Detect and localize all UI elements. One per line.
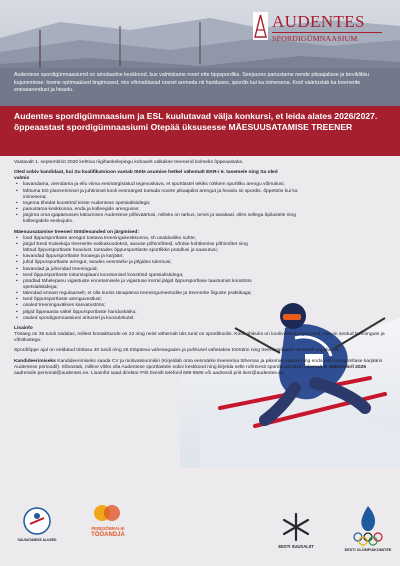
eesti-olumpiakomitee-label: EESTI OLÜMPIAKOMITEE xyxy=(344,548,392,552)
qualifications-list xyxy=(14,182,298,225)
peresobralik-label: PERESÕBRALIK xyxy=(91,526,125,531)
partner-logos xyxy=(0,498,400,566)
lead-text: Vastavalt 1. septembrist 2020 kehtiva riigihankelepingu kohaselt valitakse treenerid kolmeks õppeaastaks. xyxy=(14,160,244,165)
list-item: • kavandad ja juhendad treeninguid; xyxy=(23,267,261,273)
intro-text: Audentese spordigümnaasiumil on ainulaadne keskkond, kus valmistame noori ette tippspordiks. Seejuures panustame nende pikaajalisse ja terviklikku kujunemisse: loome optimaalsed tingimused, mis võimaldavad noorel areneda nii hariduses, spordis kui ka inimesena. Kool väärtustab ka treenerite enesearendust ja heaolu. xyxy=(14,72,370,94)
family-friendly-icon xyxy=(90,502,126,524)
title-banner xyxy=(0,106,400,156)
suusatamise-aluste-label: SUUSATAMISE ALUSED xyxy=(17,538,57,542)
audentes-logo xyxy=(253,11,393,47)
ski-badge-icon xyxy=(22,506,52,536)
list-item: • panustama keskkonna, enda ja kolleegide arengusse; xyxy=(23,207,298,213)
brand-subtitle: SPORDIGÜMNAASIUM xyxy=(272,34,358,43)
suusatamise-aluste-logo xyxy=(17,506,57,548)
brand-divider xyxy=(272,32,382,33)
list-item: • tegema tihedat koostööd teiste Audentese spetsialistidega; xyxy=(23,201,298,207)
eesti-suusaliit-logo xyxy=(275,512,317,556)
list-item: • osaled spordigümnaasiumi üritustel ja koosolekutel. xyxy=(23,316,261,322)
eesti-olumpiakomitee-logo xyxy=(345,504,391,560)
list-item: • kavandad õppursportlaste hooaega ja karjääri; xyxy=(23,254,261,260)
qualifications-heading: Oled sobiv kandidaat, kui Su kvalifikatsioon vastab tööle asumise hetkel vähemalt EKR-i 6. tasemele ning Sa oled valmis xyxy=(14,170,278,182)
duties-list xyxy=(14,236,261,322)
snowflake-icon xyxy=(281,512,311,542)
application-body: Kandideerimiseks saada CV ja motivatsioonikiri (Kirjeldab oma eesmärke treenerina tühemas ja pikemas vaates ning enda rolli noorsportlase karjääris Audentese perioodil). Sõnastab, milline võiks olla Audentese sportlastele sobiv keskkond ning kirjelda selle rolli Eesti spordimaastikul) hiljemalt xyxy=(14,358,383,370)
list-item: • teed õppursportlaste arenguvestlusi; xyxy=(23,297,261,303)
application-deadline: 5. detsembril 2025 xyxy=(323,364,367,370)
extra-info-heading: Lisainfo xyxy=(14,325,33,331)
list-item: • lähtuma töö planeerimisel ja juhtimisel kooli eesmärgist toetada noorte pikaajalist arengut ja heaolu nii spordis, õppetöös kui ka inimesena; xyxy=(23,189,298,201)
list-item: • lood õppursportlaste arengut toetava treeningukeskkonna, sh usaldusliku suhte; xyxy=(23,236,261,242)
list-item: • kavandama, arendama ja ellu viima eesmärgistatud tegevuskava, et sportlastel tekiks rohkem sportliku arengu võimalusi; xyxy=(23,182,298,188)
list-item: • täiendad ennast regulaarselt, et olla kursis tänapäeva treeningumeetodite ja treenerite õiguste praktikaga; xyxy=(23,291,261,297)
list-item: • püüdlad tähelepanu vigastuste ennetamisele ja vigastuse korral jälgid õppursportlase taastumist koostöös spetsialistidega; xyxy=(23,279,261,291)
tooandja-label: TÖÖANDJA xyxy=(91,532,125,538)
list-item: • osaled treeninguvälises kasvatustöös; xyxy=(23,303,261,309)
application-text: Kandideerimiseks Kandideerimiseks saada CV ja motivatsioonikiri (Kirjeldab oma eesmärke treenerina tühemas ja pikemas vaates ning enda rolli noorsportlase karjääris Audentese perioodil). Sõnastab, milline võiks olla Audentese sportlastele sobiv keskkond ning kirjelda selle rolli Eesti spordimaastikul) hiljemalt 5. detsembril 2025 aadressile personal@audentes.ee. Lisainfot saad direktor Priit Ilvesilt telefonil 699 6586 või aadressil priit.ilver@audentes.ee. xyxy=(14,358,383,376)
eesti-suusaliit-label: EESTI SUUSALIIT xyxy=(278,544,314,549)
brand-name: AUDENTES xyxy=(272,12,365,31)
list-item: • järgid Eesti Kutsekoja treenerite eetikakoodeksit, aususe põhimõtteid, võrdse kohtlemise põhimõtet ning lähtud õppursportlaste heaolust, toetades õppursportlaste sportlikke püüdlusi ja saavutusi; xyxy=(23,242,261,254)
extra-info-text-1: Tööaeg on 35 tundi nädalas, millest kontakttunde on 22 ning neist vähemalt üks tund on spordikoolis. Kooli ühikuks on koolivälised tegevused, mis on seotud treeningute ja võistlustega. xyxy=(14,332,385,344)
list-item: • järgima oma igapäevases käitumises Audentese põhiväärtusi, milleks on tarkus, tervis ja tasakaal, olles sellega õpilastele ning kolleegidele eeskujuks. xyxy=(23,213,298,225)
application-contact: aadressile personal@audentes.ee. Lisainfot saad direktor Priit Ilvesilt telefonil 699 6586 või aadressil priit.ilver@audentes.ee. xyxy=(14,370,285,376)
list-item: • juhid õppursportlaste arengut, seades eesmärke ja jälgides tulemusi; xyxy=(23,260,261,266)
extra-info-text-2: Spordiõppe ajal on eeldatud töötasu 40 tundi ning 25 tööpäeva vaheaegades ja puhkusel vahetakse töörütmi ning treeningplaane vastavalt vajadusele. xyxy=(14,348,341,354)
peresobralik-tooandja-logo xyxy=(90,502,126,552)
list-item: • teed õppursportlaste toitumisplaani koostamisel koostööd spetsialistidega; xyxy=(23,273,261,279)
duties-heading: Mäesuusatamise treeneri tööülesanded on järgmised: xyxy=(14,229,140,235)
posting-title: Audentes spordigümnaasium ja ESL kuulutavad välja konkursi, et leida alates 2026/2027. õppeaastast spordigümnaasiumi Otepää üksusesse MÄESUUSATAMISE TREENER xyxy=(14,111,378,132)
audentes-emblem-icon xyxy=(253,12,268,40)
olympic-flame-icon xyxy=(345,504,391,546)
list-item: • jälgid õppeaasta vältel õppursportlaste hariduskäiku; xyxy=(23,310,261,316)
posting-body xyxy=(14,160,386,381)
